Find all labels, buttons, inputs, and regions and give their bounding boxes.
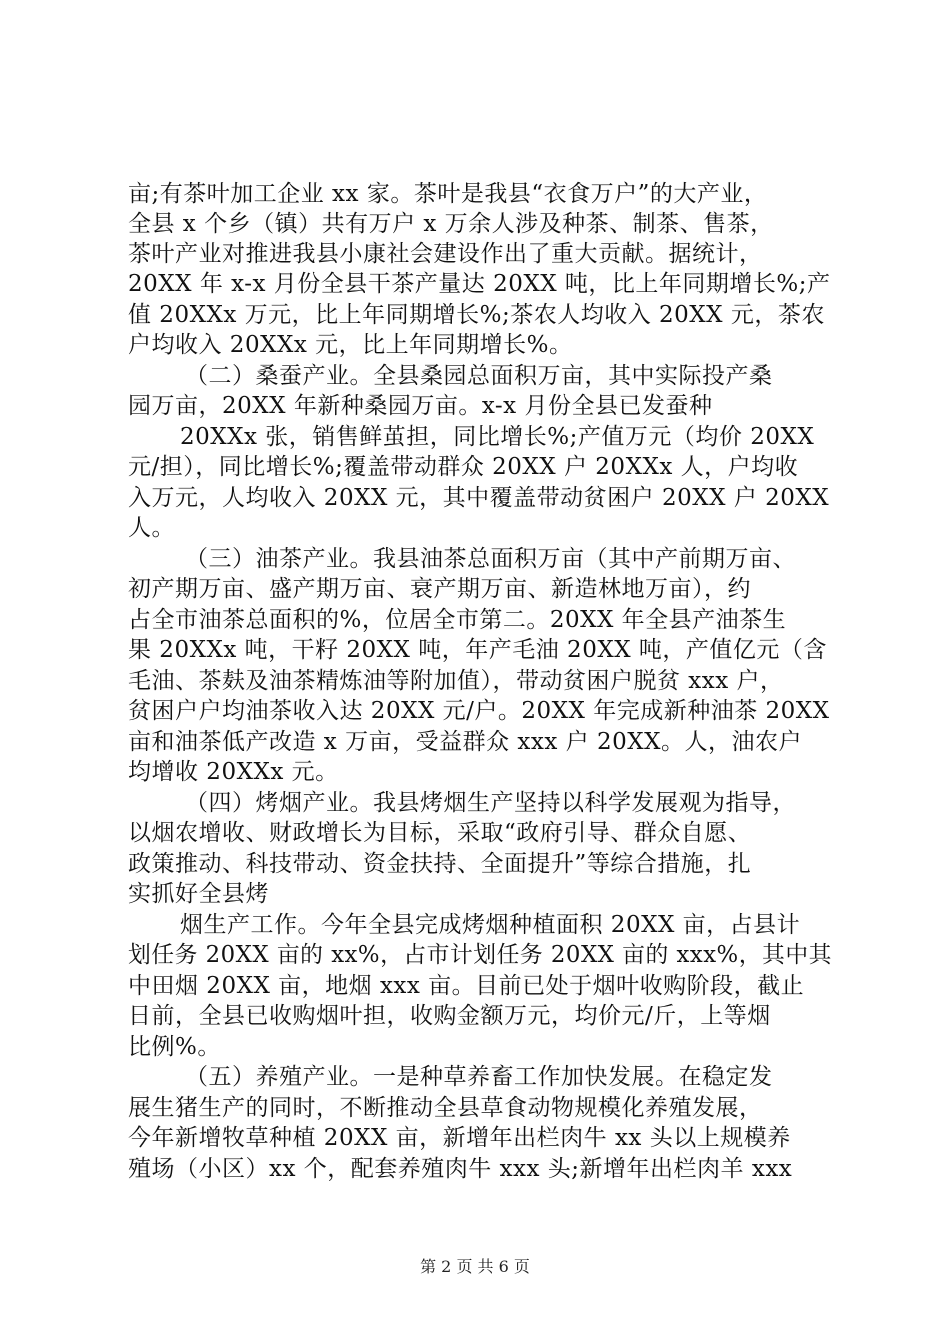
text-line: 政策推动、科技带动、资金扶持、全面提升”等综合措施，扎 (128, 851, 752, 877)
text-line: 烟生产工作。今年全县完成烤烟种植面积 20XX 亩，占县计 (180, 912, 801, 938)
text-line: 人。 (128, 515, 175, 541)
text-line: 贫困户户均油茶收入达 20XX 元/户。20XX 年完成新种油茶 20XX (128, 698, 830, 724)
page-number-footer: 第 2 页 共 6 页 (420, 1257, 530, 1276)
text-line: 比例%。 (128, 1034, 221, 1060)
text-line: 初产期万亩、盛产期万亩、衰产期万亩、新造林地万亩），约 (128, 576, 751, 602)
section-heading-line: （二）桑蚕产业。全县桑园总面积万亩，其中实际投产桑 (185, 363, 773, 389)
text-line: 茶叶产业对推进我县小康社会建设作出了重大贡献。据统计， (128, 241, 763, 267)
text-line: 殖场（小区）xx 个，配套养殖肉牛 xxx 头;新增年出栏肉羊 xxx (128, 1156, 793, 1182)
text-line: 展生猪生产的同时，不断推动全县草食动物规模化养殖发展， (128, 1095, 763, 1121)
section-heading-line: （五）养殖产业。一是种草养畜工作加快发展。在稳定发 (185, 1064, 773, 1090)
text-line: 园万亩，20XX 年新种桑园万亩。x-x 月份全县已发蚕种 (128, 393, 713, 419)
text-line: 亩;有茶叶加工企业 xx 家。茶叶是我县“衣食万户”的大产业， (128, 181, 768, 207)
text-line: 中田烟 20XX 亩，地烟 xxx 亩。目前已处于烟叶收购阶段，截止 (128, 973, 805, 999)
text-line: 实抓好全县烤 (128, 881, 269, 907)
text-line: 值 20XXx 万元，比上年同期增长%;茶农人均收入 20XX 元，茶农 (128, 302, 825, 328)
text-line: 均增收 20XXx 元。 (128, 759, 339, 785)
text-line: 日前，全县已收购烟叶担，收购金额万元，均价元/斤，上等烟 (128, 1003, 771, 1029)
text-line: 占全市油茶总面积的%，位居全市第二。20XX 年全县产油茶生 (128, 607, 787, 633)
text-line: 入万元，人均收入 20XX 元，其中覆盖带动贫困户 20XX 户 20XX (128, 485, 830, 511)
text-line: 户均收入 20XXx 元，比上年同期增长%。 (128, 332, 573, 358)
text-line: 20XXx 张，销售鲜茧担，同比增长%;产值万元（均价 20XX (180, 424, 815, 450)
text-line: 今年新增牧草种植 20XX 亩，新增年出栏肉牛 xx 头以上规模养 (128, 1125, 791, 1151)
text-line: 亩和油茶低产改造 x 万亩，受益群众 xxx 户 20XX。人，油农户 (128, 729, 802, 755)
text-line: 果 20XXx 吨，干籽 20XX 吨，年产毛油 20XX 吨，产值亿元（含 (128, 637, 827, 663)
text-line: 划任务 20XX 亩的 xx%，占市计划任务 20XX 亩的 xxx%，其中其 (128, 942, 832, 968)
section-heading-line: （三）油茶产业。我县油茶总面积万亩（其中产前期万亩、 (185, 546, 796, 572)
section-heading-line: （四）烤烟产业。我县烤烟生产坚持以科学发展观为指导， (185, 790, 796, 816)
text-line: 毛油、茶麸及油茶精炼油等附加值），带动贫困户脱贫 xxx 户， (128, 668, 784, 694)
text-line: 20XX 年 x-x 月份全县干茶产量达 20XX 吨，比上年同期增长%;产 (128, 271, 831, 297)
text-line: 元/担），同比增长%;覆盖带动群众 20XX 户 20XXx 人，户均收 (128, 454, 799, 480)
text-line: 以烟农增收、财政增长为目标，采取“政府引导、群众自愿、 (128, 820, 752, 846)
text-line: 全县 x 个乡（镇）共有万户 x 万余人涉及种茶、制茶、售茶， (128, 211, 774, 237)
